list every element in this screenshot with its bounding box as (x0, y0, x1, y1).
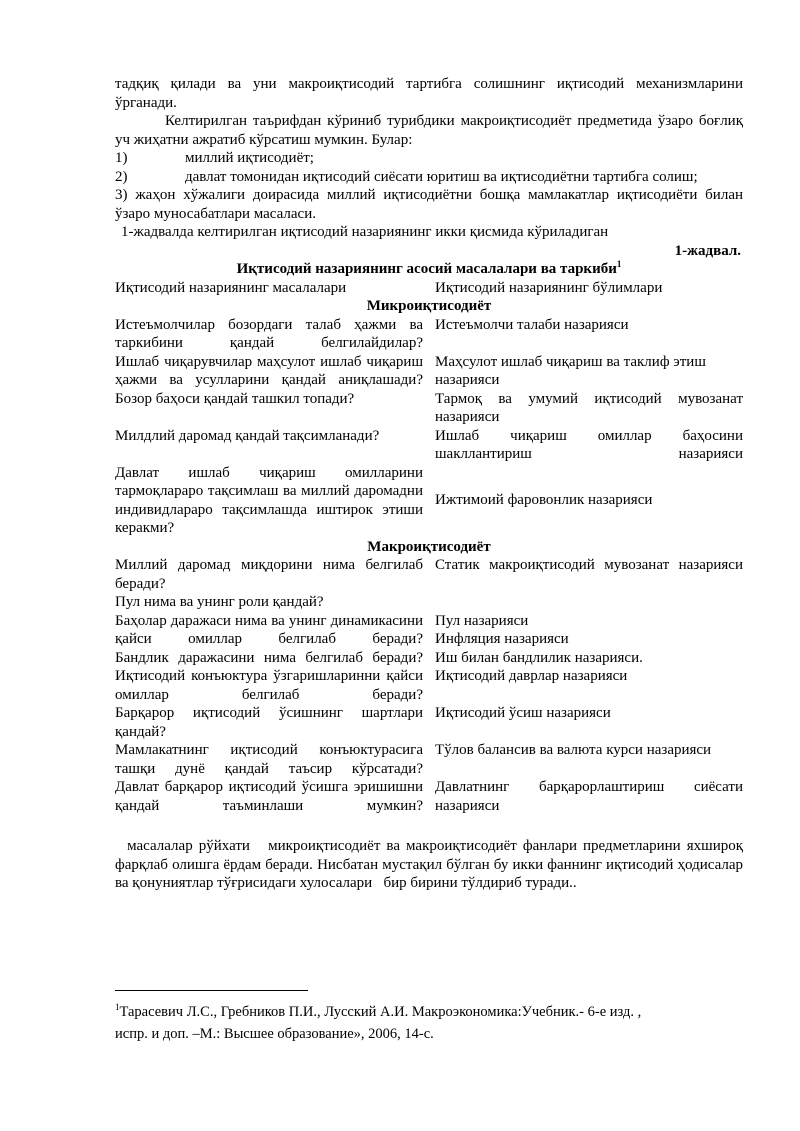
footnote-line-2: испр. и доп. –М.: Высшее образование», 2006, 14-с. (115, 1026, 434, 1042)
table-row (115, 390, 743, 427)
list-text: миллий иқтисодиёт; (185, 150, 314, 166)
question-cell: Истеъмолчилар бозордаги талаб ҳажми ва таркибини қандай белгилайдилар? (115, 316, 423, 351)
answer-cell: Маҳсулот ишлаб чиқариш ва таклиф этиш назарияси (435, 353, 706, 388)
section-title: Макроиқтисодиёт (367, 538, 491, 555)
answer-cell: Иқтисодий ўсиш назарияси (435, 705, 611, 721)
answer-cell: Статик макроиқтисодий мувозанат назарияси (435, 557, 743, 573)
footnote (115, 1001, 743, 1045)
intro-paragraph-1: тадқиқ қилади ва уни макроиқтисодий тартибга солишнинг иқтисодий механизмларини ўрганади. (115, 76, 743, 111)
question-cell: Давлат барқарор иқтисодий ўсишга эришишни қандай таъминлаши мумкин? (115, 779, 423, 814)
list-number: 2) (115, 168, 128, 185)
answer-cell: Ижтимоий фаровонлик назарияси (435, 492, 653, 509)
section-title: Микроиқтисодиёт (366, 298, 492, 314)
answer-cell (435, 593, 743, 612)
footnote-text: Тарасевич Л.С., Гребников П.И., Лусский А.И. Макроэкономика:Учебник.- 6-е изд. , (119, 1004, 642, 1020)
question-cell: Бандлик даражасини нима белгилаб беради? (115, 649, 423, 666)
table-row (115, 316, 743, 353)
table-row (115, 556, 743, 593)
answer-cell: Тўлов балансив ва валюта курси назарияси (435, 742, 712, 758)
table-header-row (115, 279, 743, 298)
table-title-text: Иқтисодий назариянинг асосий масалалари ва таркиби (236, 261, 617, 277)
table-row (115, 464, 743, 538)
table-row (115, 353, 743, 390)
answer-cell: Ишлаб чиқариш омиллар баҳосини шакллантириш назарияси (435, 427, 743, 462)
question-cell: Барқарор иқтисодий ўсишнинг шартлари қандай? (115, 705, 423, 740)
theory-table (115, 279, 743, 816)
answer-cell: Давлатнинг барқарорлаштириш сиёсати назарияси (435, 779, 743, 814)
section-row-micro (115, 297, 743, 316)
list-item (115, 149, 743, 168)
column-header-issues: Иқтисодий назариянинг масалалари (115, 279, 347, 296)
answer-cell: Пул назарияси Инфляция назарияси (435, 612, 569, 647)
section-row-macro (115, 538, 743, 557)
closing-paragraph: масалалар рўйхати микроиқтисодиёт ва макроиқтисодиёт фанлари предметларини яхшироқ фарқлаб олишга ёрдам беради. Нисбатан мустақил бўлган бу икки фаннинг иқтисодий ҳодисалар ва қонуниятлар тўғрисидаги хулосалари бир бирини тўлдириб туради.. (115, 838, 747, 891)
footnote-line-1 (115, 1001, 743, 1023)
answer-cell: Истеъмолчи талаби назарияси (435, 316, 629, 333)
footnote-mark: 1 (115, 1002, 120, 1013)
document-body (115, 75, 747, 893)
column-header-sections: Иқтисодий назариянинг бўлимлари (435, 279, 663, 296)
table-label: 1-жадвал. (674, 242, 741, 259)
question-cell: Пул нима ва унинг роли қандай? (115, 594, 324, 610)
question-cell: Миллий даромад миқдорини нима белгилаб беради? (115, 557, 423, 592)
table-row (115, 593, 743, 612)
list-item (115, 168, 743, 187)
list-item-3: 3) жаҳон хўжалиги доирасида миллий иқтисодиётни бошқа мамлакатлар иқтисодиёти билан ўзаро муносабатлари масаласи. (115, 187, 743, 222)
table-row (115, 612, 743, 649)
footnote-separator (115, 990, 308, 991)
table-row (115, 667, 743, 704)
question-cell: Иқтисодий конъюктура ўзгаришларинни қайси омиллар белгилаб беради? (115, 668, 423, 703)
table-row (115, 741, 743, 778)
table-row (115, 427, 743, 464)
table-row (115, 649, 743, 668)
table-row (115, 778, 743, 815)
question-cell: Бозор баҳоси қандай ташкил топади? (115, 390, 355, 407)
question-cell: Милдлий даромад қандай тақсимланади? (115, 427, 380, 444)
answer-cell: Тармоқ ва умумий иқтисодий мувозанат назарияси (435, 390, 743, 425)
table-title (115, 260, 743, 279)
answer-cell: Иш билан бандлилик назарияси. (435, 649, 643, 666)
intro-paragraph-2: Келтирилган таърифдан кўриниб турибдики макроиқтисодиёт предметида ўзаро боғлиқ уч жиҳатни ажратиб кўрсатиш мумкин. Булар: (115, 113, 743, 148)
list-number: 1) (115, 150, 128, 166)
question-cell: Ишлаб чиқарувчилар маҳсулот ишлаб чиқариш ҳажми ва усулларини қандай аниқлашади? (115, 353, 423, 388)
footnote-reference: 1 (616, 259, 622, 269)
question-cell: Давлат ишлаб чиқариш омилларини тармоқлараро тақсимлаш ва миллий даромадни индивидлараро тақсимлашда иштирок этиши керакми? (115, 464, 423, 536)
table-row (115, 704, 743, 741)
list-text: давлат томонидан иқтисодий сиёсати юритиш ва иқтисодиётни тартибга солиш; (185, 168, 698, 185)
table-reference: 1-жадвалда келтирилган иқтисодий назариянинг икки қисмида кўриладиган (121, 224, 609, 240)
question-cell: Баҳолар даражаси нима ва унинг динамикасини қайси омиллар белгилаб беради? (115, 612, 423, 647)
answer-cell: Иқтисодий даврлар назарияси (435, 668, 628, 684)
question-cell: Мамлакатнинг иқтисодий конъюктурасига ташқи дунё қандай таъсир кўрсатади? (115, 742, 423, 777)
